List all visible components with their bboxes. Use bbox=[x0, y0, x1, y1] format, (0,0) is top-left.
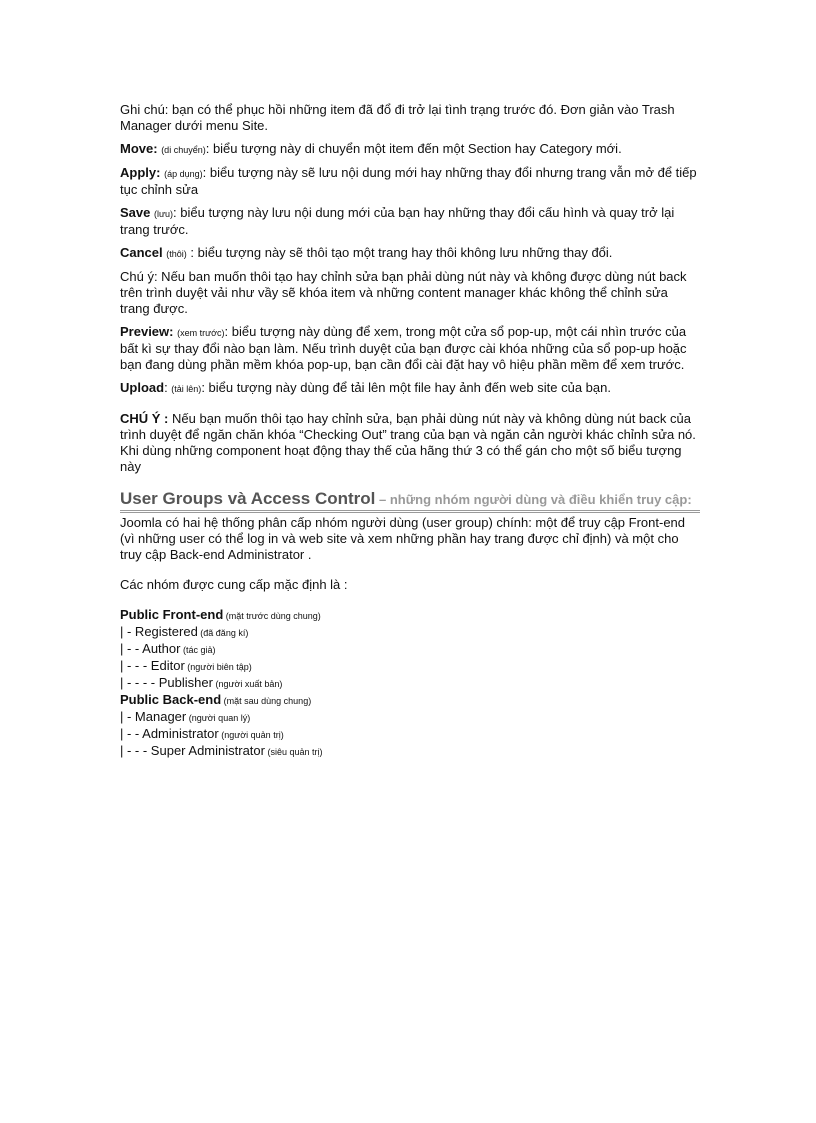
upload-hint: (tải lên) bbox=[171, 384, 202, 394]
note-cancel: Chú ý: Nếu ban muốn thôi tạo hay chỉnh sửa bạn phải dùng nút này và không được dùng nút back trên trình duyệt vải như vầy sẽ khóa item và những content manager khác không thể chỉnh sửa trang được. bbox=[120, 269, 687, 316]
group-hint: (mặt trước dùng chung) bbox=[223, 611, 321, 621]
list-item bbox=[120, 709, 700, 726]
group-hint: (người quan lý) bbox=[186, 713, 251, 723]
preview-hint: (xem trước) bbox=[177, 328, 225, 338]
caution-note bbox=[120, 411, 700, 475]
user-group-list bbox=[120, 607, 700, 760]
move-item bbox=[120, 141, 700, 158]
list-item bbox=[120, 658, 700, 675]
section-heading bbox=[120, 489, 700, 513]
group-hint: (người xuất bản) bbox=[212, 679, 283, 689]
preview-term: Preview: bbox=[120, 324, 174, 339]
caution-term: CHÚ Ý : bbox=[120, 411, 169, 426]
upload-item bbox=[120, 380, 700, 397]
apply-item bbox=[120, 165, 700, 198]
group-label: | - Registered bbox=[120, 624, 198, 639]
section-title: User Groups và Access Control bbox=[120, 489, 376, 508]
group-label: | - - Author bbox=[120, 641, 181, 656]
apply-desc: : biểu tượng này sẽ lưu nội dung mới hay những thay đổi nhưng trang vẫn mở để tiếp tục chỉnh sửa bbox=[120, 165, 697, 197]
cancel-term: Cancel bbox=[120, 245, 163, 260]
save-desc: : biểu tượng này lưu nội dung mới của bạn hay những thay đổi cấu hình và quay trở lại trang trước. bbox=[120, 205, 675, 237]
group-label: | - - Administrator bbox=[120, 726, 219, 741]
note-restore: Ghi chú: bạn có thể phục hồi những item đã đổ đi trở lại tình trạng trước đó. Đơn giản vào Trash Manager dưới menu Site. bbox=[120, 102, 675, 133]
apply-hint: (áp dụng) bbox=[164, 169, 203, 179]
move-desc: : biểu tượng này di chuyển một item đến một Section hay Category mới. bbox=[205, 141, 622, 156]
group-label: | - - - Editor bbox=[120, 658, 185, 673]
group-label: Public Back-end bbox=[120, 692, 222, 707]
move-hint: (di chuyển) bbox=[161, 145, 206, 155]
section-subtitle: – những nhóm người dùng và điều khiển truy cập: bbox=[375, 492, 692, 507]
upload-desc: : biểu tượng này dùng để tải lên một file hay ảnh đến web site của bạn. bbox=[201, 380, 611, 395]
save-term: Save bbox=[120, 205, 151, 220]
group-hint: (đã đăng kí) bbox=[197, 628, 249, 638]
group-hint: (siêu quản trị) bbox=[264, 747, 323, 757]
group-hint: (người biên tập) bbox=[184, 662, 252, 672]
group-hint: (người quản trị) bbox=[218, 730, 284, 740]
list-item bbox=[120, 692, 700, 709]
list-item bbox=[120, 675, 700, 692]
move-term: Move: bbox=[120, 141, 158, 156]
defaults-label: Các nhóm được cung cấp mặc định là : bbox=[120, 577, 348, 592]
intro-paragraph: Joomla có hai hệ thống phân cấp nhóm người dùng (user group) chính: một để truy cập Front-end (vì những user có thể log in và web site và xem những phần hay trang được chỉ định) và một cho truy cập Back-end Administrator . bbox=[120, 515, 686, 562]
upload-term: Upload bbox=[120, 380, 165, 395]
caution-desc: Nếu bạn muốn thôi tạo hay chỉnh sửa, bạn phải dùng nút này và không dùng nút back của trình duyệt để ngăn chăn khóa “Checking Out” trang của bạn và ngăn cản người khác chỉnh sửa nó. Khi dùng những component hoạt động thay thế của hãng thứ 3 có thể gán cho một số biểu tượng này bbox=[120, 411, 696, 474]
upload-mid: : bbox=[164, 380, 172, 395]
apply-term: Apply: bbox=[120, 165, 161, 180]
group-hint: (mặt sau dùng chung) bbox=[221, 696, 312, 706]
group-label: Public Front-end bbox=[120, 607, 224, 622]
document-page bbox=[120, 102, 700, 760]
group-hint: (tác giả) bbox=[180, 645, 216, 655]
cancel-item bbox=[120, 245, 700, 262]
group-label: | - - - - Publisher bbox=[120, 675, 213, 690]
list-item bbox=[120, 624, 700, 641]
cancel-desc: : biểu tượng này sẽ thôi tạo một trang hay thôi không lưu những thay đổi. bbox=[186, 245, 613, 260]
list-item bbox=[120, 607, 700, 624]
group-label: | - - - Super Administrator bbox=[120, 743, 265, 758]
cancel-hint: (thôi) bbox=[166, 249, 187, 259]
list-item bbox=[120, 726, 700, 743]
group-label: | - Manager bbox=[120, 709, 187, 724]
list-item bbox=[120, 641, 700, 658]
save-hint: (lưu) bbox=[154, 209, 174, 219]
save-item bbox=[120, 205, 700, 238]
preview-item bbox=[120, 324, 700, 373]
list-item bbox=[120, 743, 700, 760]
preview-desc: : biểu tượng này dùng để xem, trong một cửa sổ pop-up, một cái nhìn trước của bất kì sự thay đổi nào bạn làm. Nếu trình duyệt của bạn được cài khóa những của sổ pop-up hoặc bạn đang dùng phần mềm khóa pop-up, bạn cần đổi cài đặt hay vô hiệu phần mềm để xem trước. bbox=[120, 324, 687, 372]
